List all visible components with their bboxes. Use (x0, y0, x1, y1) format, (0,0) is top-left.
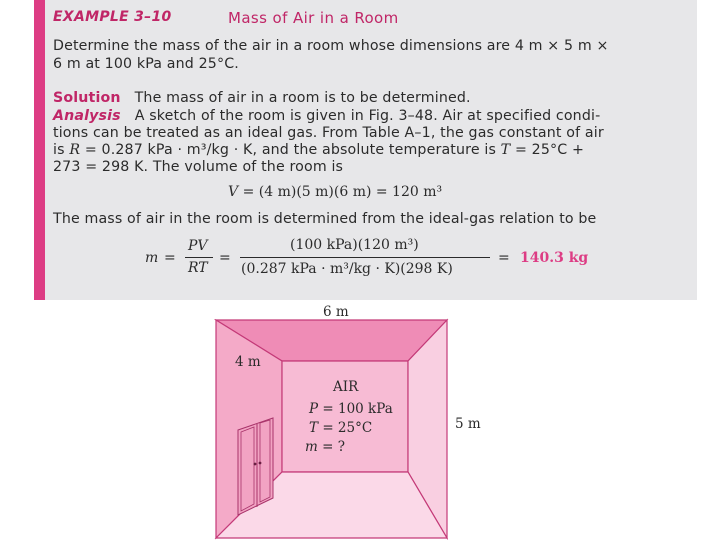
width-label: 6 m (323, 304, 349, 320)
eq-equals-2: = (219, 250, 231, 266)
analysis-label: Analysis (53, 108, 121, 124)
analysis-text-3a: is (53, 142, 65, 158)
volume-symbol: V (228, 184, 239, 200)
pressure-symbol: P (309, 401, 319, 417)
gas-constant-symbol: R (69, 142, 81, 158)
solution-label: Solution (53, 90, 121, 106)
depth-label: 4 m (235, 354, 261, 370)
eq-equals-3: = (498, 250, 510, 266)
eq-denominator: (0.287 kPa · m³/kg · K)(298 K) (241, 261, 453, 277)
solution-text: The mass of air in a room is to be determined. (134, 90, 471, 106)
example-number: EXAMPLE 3–10 (53, 9, 172, 25)
example-title: Mass of Air in a Room (228, 9, 399, 27)
analysis-text-1: A sketch of the room is given in Fig. 3–48. Air at specified condi- (134, 108, 601, 124)
analysis-text-3c: = 25°C + (514, 142, 585, 158)
problem-line-2: 6 m at 100 kPa and 25°C. (53, 56, 239, 72)
temperature-symbol: T (500, 142, 511, 158)
problem-line-1: Determine the mass of the air in a room whose dimensions are 4 m × 5 m × (53, 38, 609, 54)
analysis-line-4: 273 = 298 K. The volume of the room is (53, 159, 344, 175)
mass-value: = ? (322, 439, 345, 455)
eq-result: 140.3 kg (520, 250, 589, 266)
height-label: 5 m (455, 416, 481, 432)
pressure-value: = 100 kPa (322, 401, 393, 417)
temperature-value: = 25°C (322, 420, 373, 436)
analysis-line-2: tions can be treated as an ideal gas. From Table A–1, the gas constant of air (53, 125, 604, 141)
temperature-figure-symbol: T (309, 420, 319, 436)
eq-m: m (145, 250, 159, 266)
eq-equals-1: = (164, 250, 176, 266)
temperature-label (309, 420, 372, 436)
eq-pv: PV (188, 238, 208, 254)
pressure-label (309, 401, 393, 417)
eq-numerator: (100 kPa)(120 m³) (290, 237, 419, 253)
analysis-text-3b: = 0.287 kPa · m³/kg · K, and the absolute temperature is (84, 142, 496, 158)
eq-rt: RT (188, 260, 208, 276)
air-label: AIR (333, 379, 359, 395)
volume-expression: = (4 m)(5 m)(6 m) = 120 m³ (242, 184, 443, 200)
door (238, 418, 273, 515)
mass-symbol: m (305, 439, 318, 455)
mass-unknown-label (305, 439, 345, 455)
mass-intro-line: The mass of air in the room is determined from the ideal-gas relation to be (53, 211, 597, 227)
